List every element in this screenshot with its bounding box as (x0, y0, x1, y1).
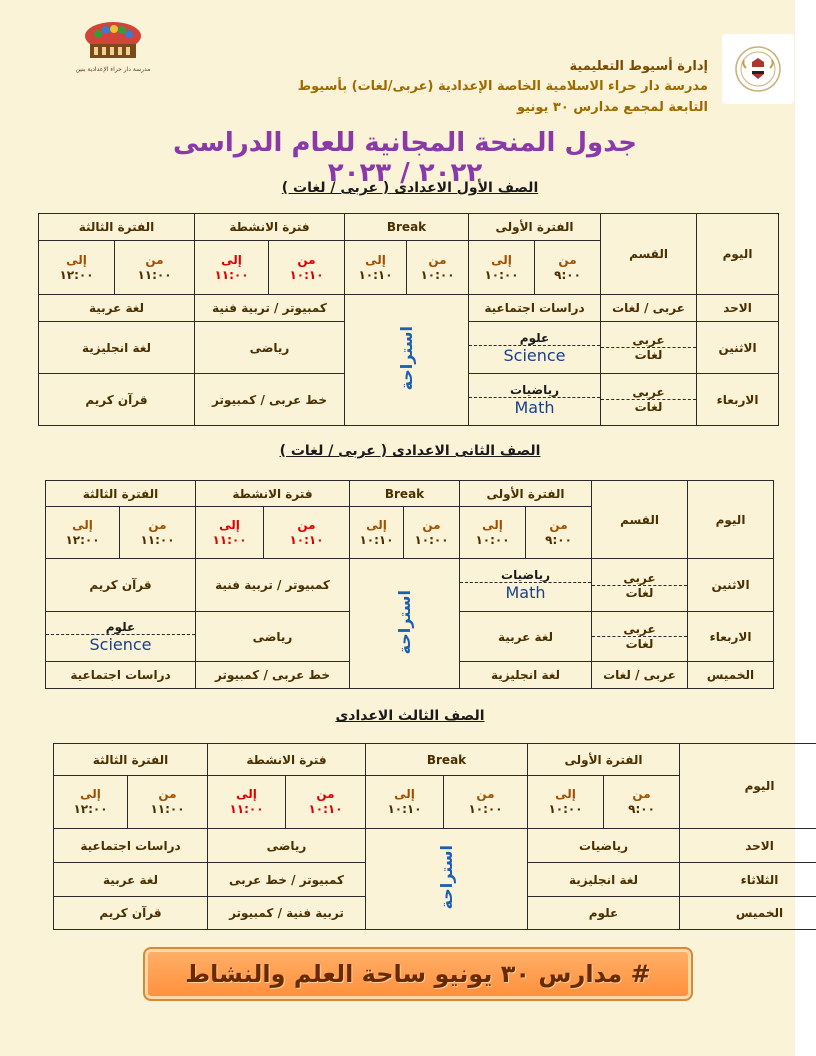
affiliation-line: التابعة لمجمع مدارس ٣٠ يونيو (517, 100, 708, 115)
section-cell: عربى لغات (601, 374, 697, 426)
section-header: القسم (592, 481, 688, 559)
day-header: اليوم (680, 744, 816, 829)
section-cell: عربى لغات (592, 612, 688, 662)
activity-cell: كمبيوتر / خط عربى (208, 863, 366, 897)
subject-cell: لغة عربية (54, 863, 208, 897)
break-from-cell: من ١٠:٠٠ (404, 507, 460, 559)
subject-cell: علوم Science (46, 612, 196, 662)
subject-cell: لغة عربية (39, 295, 195, 322)
p3-from-cell: من ١١:٠٠ (115, 241, 195, 295)
activities-header: فترة الانشطة (195, 214, 345, 241)
subject-cell: دراسات اجتماعية (54, 829, 208, 863)
day-cell: الاحد (680, 829, 816, 863)
activity-cell: رياضى (208, 829, 366, 863)
subject-cell: دراسات اجتماعية (469, 295, 601, 322)
p1-to-cell: إلى ١٠:٠٠ (460, 507, 526, 559)
p1-from-cell: من ٩:٠٠ (535, 241, 601, 295)
grade2-schedule-table (45, 480, 774, 689)
egypt-emblem-logo (722, 34, 794, 104)
subject-cell: قرآن كريم (46, 559, 196, 612)
p1-from-cell: من ٩:٠٠ (604, 776, 680, 829)
section-cell: عربى لغات (601, 322, 697, 374)
period1-header: الفترة الأولى (460, 481, 592, 507)
act-to-cell: إلى ١١:٠٠ (208, 776, 286, 829)
period3-header: الفترة الثالثة (39, 214, 195, 241)
p1-to-cell: إلى ١٠:٠٠ (469, 241, 535, 295)
school-logo-caption: مدرسة دار حراء الإعدادية بنين (75, 66, 151, 73)
p3-from-cell: من ١١:٠٠ (120, 507, 196, 559)
grade1-schedule-table (38, 213, 779, 426)
break-to-cell: إلى ١٠:١٠ (345, 241, 407, 295)
activities-header: فترة الانشطة (196, 481, 350, 507)
day-cell: الاثنين (697, 322, 779, 374)
p3-to-cell: إلى ١٢:٠٠ (39, 241, 115, 295)
act-to-cell: إلى ١١:٠٠ (196, 507, 264, 559)
act-from-cell: من ١٠:١٠ (269, 241, 345, 295)
break-header: Break (350, 481, 460, 507)
section-cell: عربى / لغات (601, 295, 697, 322)
activity-cell: كمبيوتر / تربية فنية (195, 295, 345, 322)
school-name-line: مدرسة دار حراء الاسلامية الخاصة الإعدادية (عربى/لغات) بأسيوط (297, 79, 708, 94)
section-cell: عربى لغات (592, 559, 688, 612)
subject-cell: لغة انجليزية (528, 863, 680, 897)
subject-cell: قرآن كريم (39, 374, 195, 426)
day-cell: الاثنين (688, 559, 774, 612)
slogan-banner (143, 947, 693, 1001)
subject-cell: رياضيات Math (460, 559, 592, 612)
subject-cell: علوم (528, 897, 680, 930)
subject-cell: قرآن كريم (54, 897, 208, 930)
break-from-cell: من ١٠:٠٠ (444, 776, 528, 829)
period3-header: الفترة الثالثة (46, 481, 196, 507)
subject-cell: رياضيات (528, 829, 680, 863)
grade2-title: الصف الثانى الاعدادى ( عربى / لغات ) (279, 443, 541, 459)
break-header: Break (366, 744, 528, 776)
day-cell: الاربعاء (688, 612, 774, 662)
activity-cell: خط عربى / كمبيوتر (196, 662, 350, 689)
day-header: اليوم (697, 214, 779, 295)
grade1-title: الصف الأول الاعدادى ( عربى / لغات ) (281, 180, 539, 196)
p3-to-cell: إلى ١٢:٠٠ (54, 776, 128, 829)
slogan-text: # مدارس ٣٠ يونيو ساحة العلم والنشاط (185, 960, 651, 988)
day-cell: الاحد (697, 295, 779, 322)
p3-from-cell: من ١١:٠٠ (128, 776, 208, 829)
activities-header: فترة الانشطة (208, 744, 366, 776)
activity-cell: رياضى (195, 322, 345, 374)
act-from-cell: من ١٠:١٠ (264, 507, 350, 559)
p1-from-cell: من ٩:٠٠ (526, 507, 592, 559)
rest-cell: استراحة (350, 559, 460, 689)
period1-header: الفترة الأولى (528, 744, 680, 776)
day-header: اليوم (688, 481, 774, 559)
day-cell: الثلاثاء (680, 863, 816, 897)
break-to-cell: إلى ١٠:١٠ (366, 776, 444, 829)
rest-cell: استراحة (366, 829, 528, 930)
grade3-schedule-table (53, 743, 816, 930)
activity-cell: خط عربى / كمبيوتر (195, 374, 345, 426)
period1-header: الفترة الأولى (469, 214, 601, 241)
period3-header: الفترة الثالثة (54, 744, 208, 776)
break-to-cell: إلى ١٠:١٠ (350, 507, 404, 559)
subject-cell: لغة عربية (460, 612, 592, 662)
subject-cell: دراسات اجتماعية (46, 662, 196, 689)
grade3-title: الصف الثالث الاعدادى (335, 708, 485, 724)
school-logo (68, 18, 158, 72)
rest-cell: استراحة (345, 295, 469, 426)
act-to-cell: إلى ١١:٠٠ (195, 241, 269, 295)
act-from-cell: من ١٠:١٠ (286, 776, 366, 829)
section-cell: عربى / لغات (592, 662, 688, 689)
section-header: القسم (601, 214, 697, 295)
p3-to-cell: إلى ١٢:٠٠ (46, 507, 120, 559)
day-cell: الاربعاء (697, 374, 779, 426)
subject-cell: رياضيات Math (469, 374, 601, 426)
day-cell: الخميس (680, 897, 816, 930)
break-header: Break (345, 214, 469, 241)
directorate-line: إدارة أسيوط التعليمية (569, 59, 708, 74)
break-from-cell: من ١٠:٠٠ (407, 241, 469, 295)
activity-cell: رياضى (196, 612, 350, 662)
day-cell: الخميس (688, 662, 774, 689)
subject-cell: لغة انجليزية (39, 322, 195, 374)
page-title: جدول المنحة المجانية للعام الدراسى ٢٠٢٢ / ٢٠٢٣ (173, 128, 637, 188)
subject-cell: لغة انجليزية (460, 662, 592, 689)
activity-cell: كمبيوتر / تربية فنية (196, 559, 350, 612)
activity-cell: تربية فنية / كمبيوتر (208, 897, 366, 930)
subject-cell: علوم Science (469, 322, 601, 374)
p1-to-cell: إلى ١٠:٠٠ (528, 776, 604, 829)
